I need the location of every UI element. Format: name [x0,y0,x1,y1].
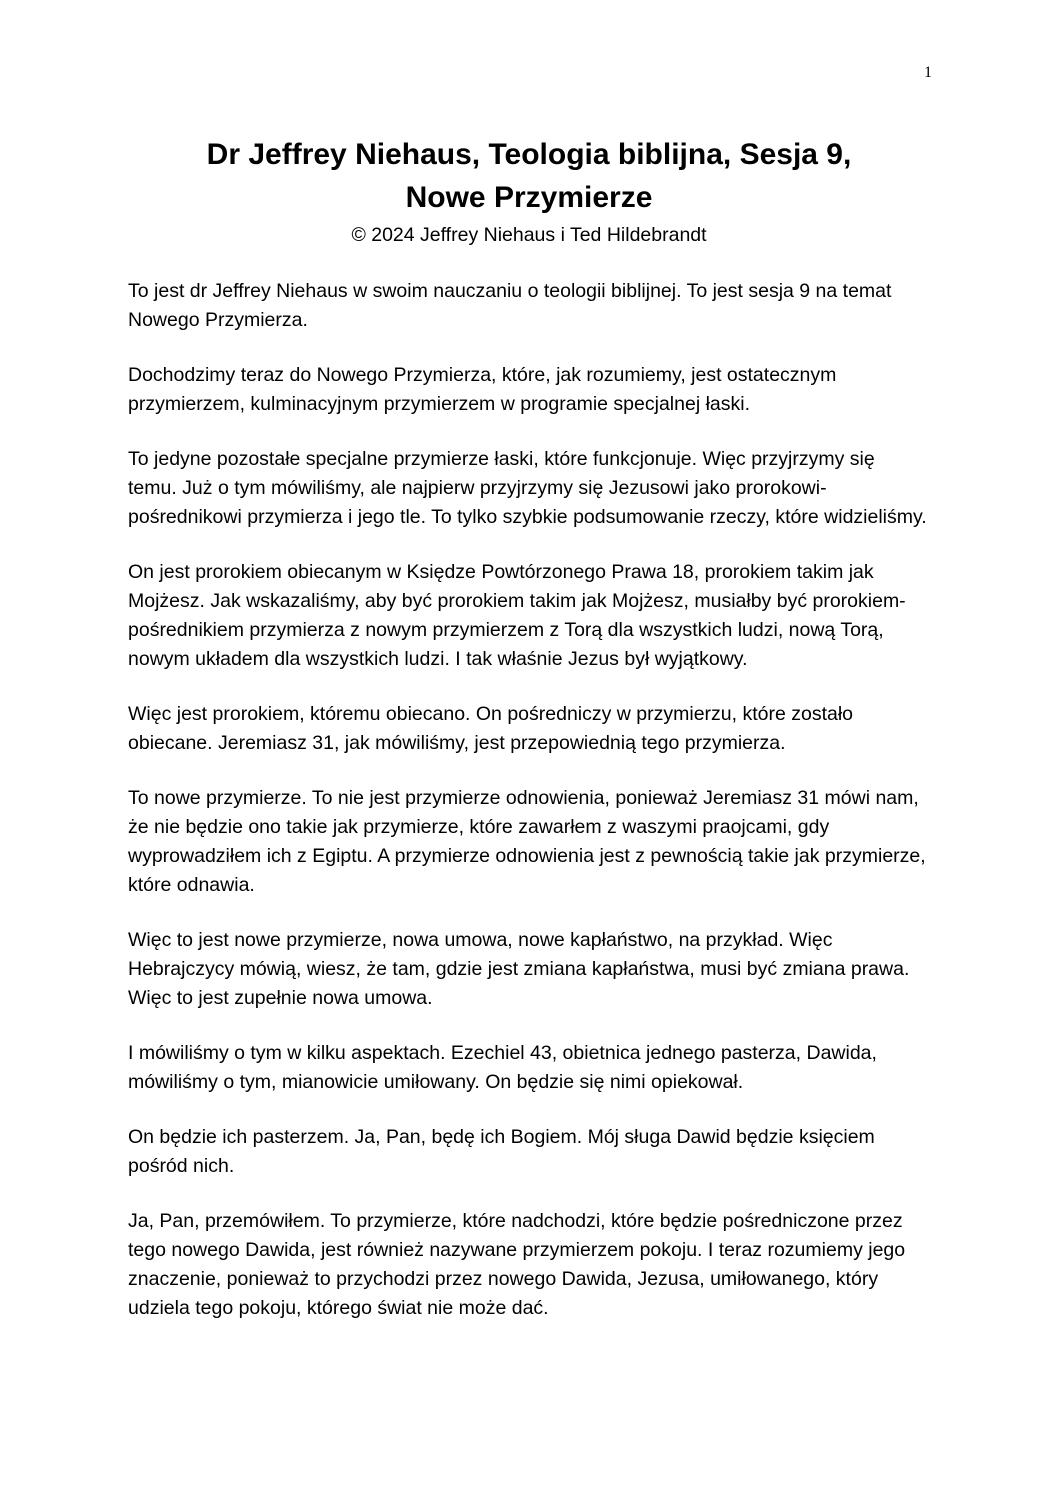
paragraph: To jest dr Jeffrey Niehaus w swoim nauczaniu o teologii biblijnej. To jest sesja 9 na temat Nowego Przymierza. [128,280,892,331]
paragraph: I mówiliśmy o tym w kilku aspektach. Ezechiel 43, obietnica jednego pasterza, Dawida, mówiliśmy o tym, mianowicie umiłowany. On będzie się nimi opiekował. [128,1042,877,1093]
paragraph: Więc to jest nowe przymierze, nowa umowa, nowe kapłaństwo, na przykład. Więc Hebrajczycy mówią, wiesz, że tam, gdzie jest zmiana kapłaństwa, musi być zmiana prawa. Więc to jest zupełnie nowa umowa. [128,929,910,1009]
paragraph: To nowe przymierze. To nie jest przymierze odnowienia, ponieważ Jeremiasz 31 mówi nam, że nie będzie ono takie jak przymierze, które zawarłem z waszymi praojcami, gdy wyprowadziłem ich z Egiptu. A przymierze odnowienia jest z pewnością takie jak przymierze, które odnawia. [128,787,926,896]
paragraph: To jedyne pozostałe specjalne przymierze łaski, które funkcjonuje. Więc przyjrzymy się temu. Już o tym mówiliśmy, ale najpierw przyjrzymy się Jezusowi jako prorokowi-pośrednikowi przymierza i jego tle. To tylko szybkie podsumowanie rzeczy, które widzieliśmy. [128,448,927,528]
paragraph: On będzie ich pasterzem. Ja, Pan, będę ich Bogiem. Mój sługa Dawid będzie księciem pośród nich. [128,1126,875,1177]
paragraph: Dochodzimy teraz do Nowego Przymierza, które, jak rozumiemy, jest ostatecznym przymierzem, kulminacyjnym przymierzem w programie specjalnej łaski. [128,364,837,415]
document-body [128,277,928,1349]
document-title [0,133,1058,219]
title-line-2: Nowe Przymierze [405,181,653,214]
copyright-notice: © 2024 Jeffrey Niehaus i Ted Hildebrandt [351,224,707,246]
page-number: 1 [924,64,932,81]
paragraph: On jest prorokiem obiecanym w Księdze Powtórzonego Prawa 18, prorokiem takim jak Mojżesz. Jak wskazaliśmy, aby być prorokiem takim jak Mojżesz, musiałby być prorokiem-pośrednikiem przymierza z nowym przymierzem z Torą dla wszystkich ludzi, nową Torą, nowym układem dla wszystkich ludzi. I tak właśnie Jezus był wyjątkowy. [128,561,906,670]
paragraph: Ja, Pan, przemówiłem. To przymierze, które nadchodzi, które będzie pośredniczone przez tego nowego Dawida, jest również nazywane przymierzem pokoju. I teraz rozumiemy jego znaczenie, ponieważ to przychodzi przez nowego Dawida, Jezusa, umiłowanego, który udziela tego pokoju, którego świat nie może dać. [128,1210,906,1319]
document-header [0,133,1058,248]
title-line-1: Dr Jeffrey Niehaus, Teologia biblijna, Sesja 9, [206,138,852,171]
paragraph: Więc jest prorokiem, któremu obiecano. On pośredniczy w przymierzu, które zostało obiecane. Jeremiasz 31, jak mówiliśmy, jest przepowiednią tego przymierza. [128,703,854,754]
